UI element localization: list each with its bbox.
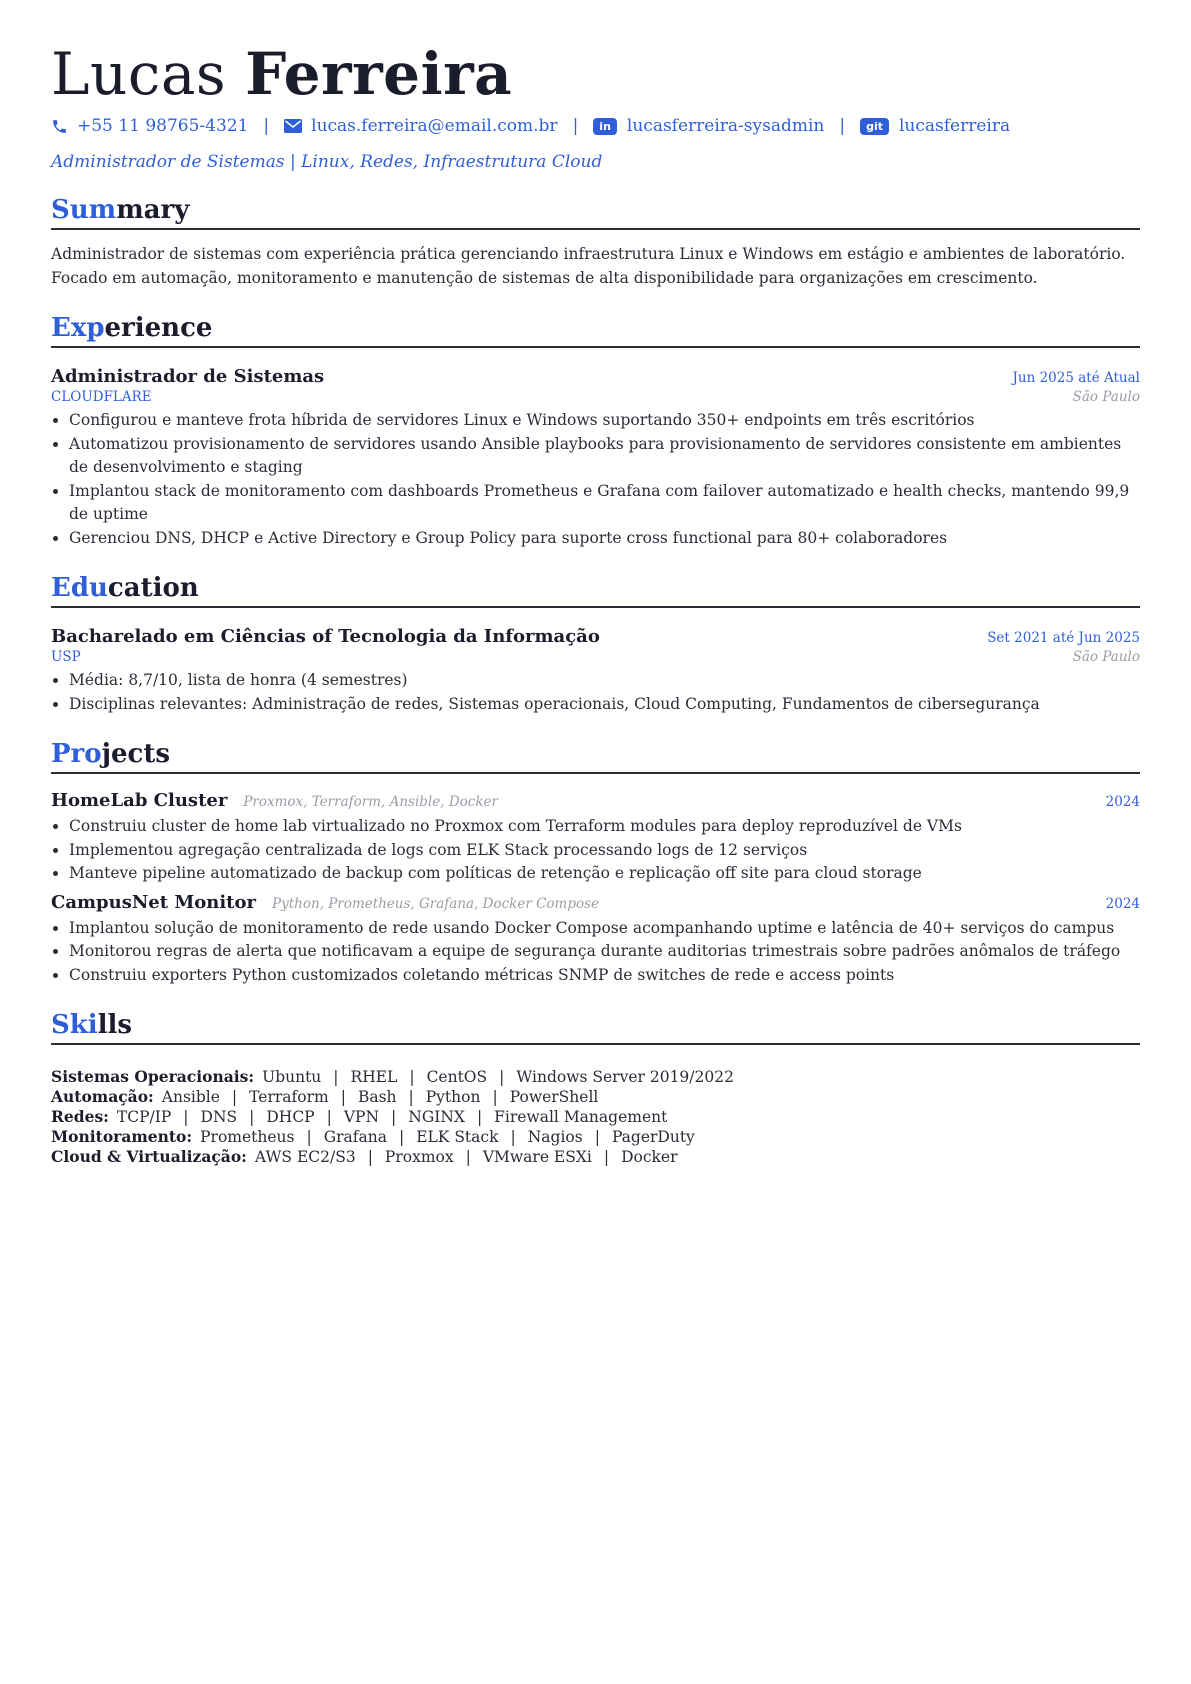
education-location: São Paulo: [1072, 649, 1140, 665]
skill-separator: |: [326, 1108, 332, 1126]
email-contact[interactable]: [284, 116, 557, 136]
list-item: • Implementou agregação centralizada de logs com ELK Stack processando logs de 12 serviços: [69, 839, 1140, 863]
skill-item: Prometheus: [200, 1128, 295, 1146]
envelope-icon: [284, 119, 302, 133]
degree-title: Bacharelado em Ciências of Tecnologia da Informação: [51, 626, 600, 647]
skill-separator: |: [476, 1108, 483, 1126]
last-name: Ferreira: [245, 40, 513, 108]
skill-item: Nagios: [527, 1128, 583, 1146]
company-name: CLOUDFLARE: [51, 389, 152, 405]
skill-item: DNS: [200, 1108, 238, 1126]
skill-category: Monitoramento:: [51, 1127, 193, 1146]
phone-text: +55 11 98765-4321: [77, 116, 249, 136]
title-rest: jects: [101, 739, 171, 769]
project-date: 2024: [1105, 794, 1140, 810]
list-item: • Média: 8,7/10, lista de honra (4 semestres): [69, 669, 1140, 693]
summary-section: [51, 194, 1140, 290]
skill-row: [51, 1147, 1140, 1167]
job-bullets: [51, 409, 1140, 550]
project-entry: [51, 892, 1140, 988]
list-item: • Monitorou regras de alerta que notificavam a equipe de segurança durante auditorias trimestrais sobre padrões anômalos de tráfego: [69, 940, 1140, 964]
summary-text: Administrador de sistemas com experiência prática gerenciando infraestrutura Linux e Windows em estágio e ambientes de laboratório. Focado em automação, monitoramento e manutenção de sistemas de alta disponibilidade para organizações em crescimento.: [51, 245, 1126, 287]
skill-item: DHCP: [266, 1108, 315, 1126]
first-name: Lucas: [51, 40, 227, 108]
git-icon: git: [860, 118, 889, 135]
title-rest: lls: [97, 1010, 133, 1040]
skill-item: VPN: [343, 1108, 380, 1126]
skill-item: CentOS: [426, 1068, 488, 1086]
contact-bar: [51, 116, 1140, 136]
title-accent: Pro: [51, 739, 102, 769]
skill-item: Firewall Management: [494, 1108, 668, 1126]
title-accent: Edu: [51, 573, 108, 603]
list-item: • Configurou e manteve frota híbrida de servidores Linux e Windows suportando 350+ endpoints em três escritórios: [69, 409, 1140, 433]
skill-separator: |: [408, 1088, 414, 1106]
skill-separator: |: [603, 1148, 610, 1166]
skill-item: TCP/IP: [116, 1108, 172, 1126]
skill-row: [51, 1127, 1140, 1147]
job-dates: Jun 2025 até Atual: [1012, 370, 1140, 386]
list-item: • Implantou stack de monitoramento com dashboards Prometheus e Grafana com failover automatizado e health checks, mantendo 99,9 de uptime: [69, 480, 1140, 527]
list-item: • Construiu cluster de home lab virtualizado no Proxmox com Terraform modules para deploy reproduzível de VMs: [69, 815, 1140, 839]
skill-item: Proxmox: [384, 1148, 454, 1166]
skill-item: Python: [425, 1088, 481, 1106]
job-location: São Paulo: [1072, 389, 1140, 405]
skill-item: Windows Server 2019/2022: [516, 1068, 734, 1086]
skill-separator: |: [306, 1128, 312, 1146]
title-rest: mary: [116, 195, 190, 225]
phone-contact[interactable]: [51, 116, 248, 136]
skill-item: Docker: [621, 1148, 678, 1166]
skill-row: [51, 1067, 1140, 1087]
skill-category: Sistemas Operacionais:: [51, 1067, 255, 1086]
skill-separator: |: [398, 1128, 405, 1146]
project-name: CampusNet Monitor: [51, 891, 256, 913]
skill-item: PagerDuty: [611, 1128, 695, 1146]
skill-item: NGINX: [408, 1108, 465, 1126]
skill-separator: |: [409, 1068, 415, 1086]
title-rest: cation: [107, 573, 199, 603]
section-title: [51, 1009, 1140, 1045]
skill-separator: |: [367, 1148, 373, 1166]
professional-tagline: Administrador de Sistemas | Linux, Redes, Infraestrutura Cloud: [51, 152, 603, 172]
experience-section: [51, 312, 1140, 550]
title-accent: Sum: [51, 195, 117, 225]
skill-separator: |: [249, 1108, 255, 1126]
skill-item: Terraform: [249, 1088, 329, 1106]
list-item: • Implantou solução de monitoramento de rede usando Docker Compose acompanhando uptime e latência de 40+ serviços do campus: [69, 917, 1140, 941]
project-bullets: [51, 917, 1140, 988]
skill-category: Redes:: [51, 1107, 109, 1126]
title-accent: Exp: [51, 313, 105, 343]
skill-item: Grafana: [323, 1128, 387, 1146]
skill-separator: |: [499, 1068, 505, 1086]
section-title: [51, 312, 1140, 348]
title-accent: Ski: [51, 1010, 98, 1040]
skill-category: Cloud & Virtualização:: [51, 1147, 247, 1166]
project-entry: [51, 790, 1140, 886]
education-dates: Set 2021 até Jun 2025: [987, 630, 1140, 646]
skill-item: PowerShell: [509, 1088, 599, 1106]
linkedin-text: lucasferreira-sysadmin: [626, 116, 825, 136]
project-tech: Proxmox, Terraform, Ansible, Docker: [243, 794, 498, 810]
section-title: [51, 738, 1140, 774]
project-bullets: [51, 815, 1140, 886]
skill-item: VMware ESXi: [482, 1148, 592, 1166]
list-item: • Gerenciou DNS, DHCP e Active Directory e Group Policy para suporte cross functional para 80+ colaboradores: [69, 527, 1140, 551]
institution-name: USP: [51, 649, 81, 665]
education-bullets: [51, 669, 1140, 716]
skill-separator: |: [510, 1128, 516, 1146]
github-contact[interactable]: [860, 116, 1010, 136]
section-title: [51, 194, 1140, 230]
list-item: • Manteve pipeline automatizado de backup com políticas de retenção e replicação off site para cloud storage: [69, 862, 1140, 886]
phone-icon: [51, 118, 68, 135]
education-entry: [51, 626, 1140, 716]
project-date: 2024: [1105, 895, 1140, 912]
project-tech: Python, Prometheus, Grafana, Docker Compose: [272, 895, 600, 912]
skill-separator: |: [333, 1068, 339, 1086]
skill-item: RHEL: [350, 1068, 398, 1086]
skill-row: [51, 1087, 1140, 1107]
skill-separator: |: [594, 1128, 600, 1146]
candidate-name: [51, 38, 1140, 110]
skill-separator: |: [183, 1108, 189, 1126]
contact-separator: |: [839, 116, 846, 136]
skill-separator: |: [465, 1148, 471, 1166]
contact-separator: |: [263, 116, 270, 136]
project-name: HomeLab Cluster: [51, 790, 228, 811]
list-item: • Automatizou provisionamento de servidores usando Ansible playbooks para provisionamento de servidores consistente em ambientes de desenvolvimento e staging: [69, 433, 1140, 480]
skill-item: Ubuntu: [262, 1068, 322, 1086]
skill-item: AWS EC2/S3: [254, 1148, 356, 1166]
skill-category: Automação:: [51, 1087, 154, 1106]
education-section: [51, 572, 1140, 716]
section-title: [51, 572, 1140, 608]
skill-item: Bash: [357, 1088, 397, 1106]
linkedin-icon: in: [593, 118, 617, 135]
email-text: lucas.ferreira@email.com.br: [311, 116, 558, 136]
skill-item: Ansible: [161, 1088, 220, 1106]
experience-entry: [51, 366, 1140, 550]
skill-separator: |: [391, 1108, 397, 1126]
linkedin-contact[interactable]: [593, 116, 824, 136]
title-rest: erience: [104, 313, 213, 343]
skill-item: ELK Stack: [416, 1128, 499, 1146]
skill-row: [51, 1107, 1140, 1127]
skills-list: [51, 1067, 1140, 1167]
skill-separator: |: [231, 1088, 238, 1106]
list-item: • Disciplinas relevantes: Administração de redes, Sistemas operacionais, Cloud Computing, Fundamentos de cibersegurança: [69, 693, 1140, 717]
projects-section: [51, 738, 1140, 987]
list-item: • Construiu exporters Python customizados coletando métricas SNMP de switches de rede e access points: [69, 964, 1140, 988]
github-text: lucasferreira: [899, 116, 1011, 136]
job-title: Administrador de Sistemas: [51, 366, 325, 387]
skills-section: [51, 1009, 1140, 1167]
skill-separator: |: [340, 1088, 346, 1106]
contact-separator: |: [572, 116, 579, 136]
skill-separator: |: [492, 1088, 498, 1106]
